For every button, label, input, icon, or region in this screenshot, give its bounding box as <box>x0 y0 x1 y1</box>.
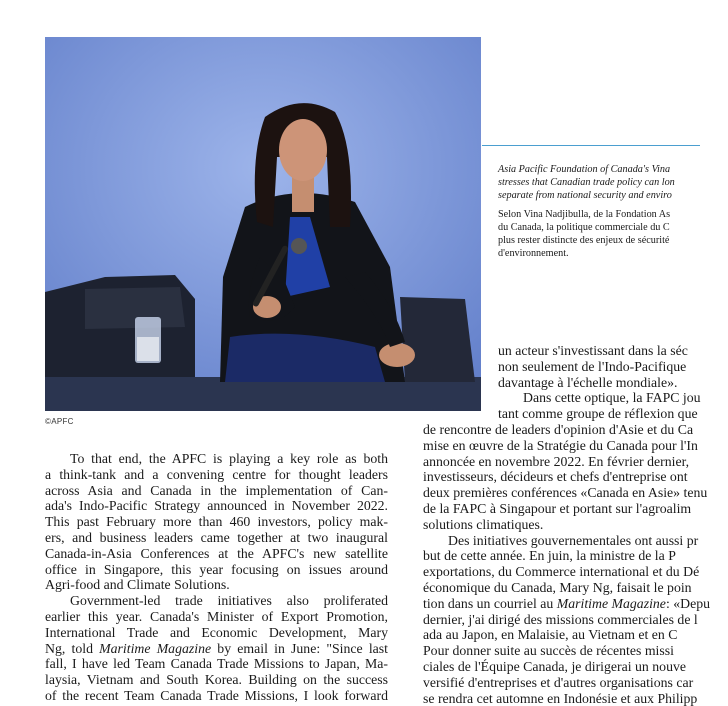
article-photo <box>45 37 481 411</box>
text-line: de rencontre de leaders d'opinion d'Asie et du Ca <box>423 421 694 437</box>
caption-line: d'environnement. <box>498 248 569 259</box>
text-line: économique du Canada, Mary Ng, faisait le poin <box>423 579 692 595</box>
text-line: This past February more than 460 investors, policy mak- <box>45 514 388 530</box>
caption-line: du Canada, la politique commerciale du C <box>498 222 670 233</box>
text-line: Canada-in-Asia Conferences at the APFC's new satellite <box>45 545 388 561</box>
caption-line: Asia Pacific Foundation of Canada's Vina <box>498 164 671 175</box>
article-english-column <box>45 451 388 704</box>
text-line: Government-led trade initiatives also proliferated <box>70 593 388 609</box>
text-line: non seulement de l'Indo-Pacifique <box>498 358 687 374</box>
text-segment: Ng, told <box>45 640 100 656</box>
caption-english <box>498 163 728 202</box>
text-line: ada's Indo-Pacific Strategy announced in November 2022. <box>45 498 388 514</box>
text-line: dernier, j'ai dirigé des missions commerciales de l <box>423 611 698 627</box>
text-line-mixed <box>423 596 723 612</box>
caption-line: plus rester distincte des enjeux de sécurité <box>498 235 670 246</box>
photo-caption <box>498 163 728 260</box>
photo-credit: ©APFC <box>45 417 74 426</box>
text-line-mixed <box>45 641 388 657</box>
text-line: un acteur s'investissant dans la séc <box>498 343 688 358</box>
text-line: deux premières conférences «Canada en Asie» tenu <box>423 485 708 501</box>
magazine-name: Maritime Magazine <box>556 595 666 611</box>
caption-line: stresses that Canadian trade policy can lon <box>498 177 675 188</box>
text-line: across Asia and Canada in the implementation of Can- <box>45 482 388 498</box>
speaker-photo-illustration <box>45 37 481 411</box>
text-line: davantage à l'échelle mondiale». <box>498 374 678 390</box>
text-line: de la FAPC à Singapour et portant sur l'agroalim <box>423 500 692 516</box>
caption-line: separate from national security and enviro <box>498 190 672 201</box>
text-line: earlier this year. Canada's Minister of Export Promotion, <box>45 608 388 624</box>
text-line: versifié d'entreprises et d'autres organisations car <box>423 674 694 690</box>
caption-french <box>498 208 728 260</box>
text-line: ada au Japon, en Malaisie, au Vietnam et en C <box>423 627 678 643</box>
text-line: solutions climatiques. <box>423 516 544 532</box>
text-line: laysia, Vietnam and South Korea. Building on the success <box>45 672 388 688</box>
text-line: International Trade and Economic Development, Mary <box>45 624 388 640</box>
article-french-column <box>423 343 723 706</box>
text-line: To that end, the APFC is playing a key role as both <box>70 451 388 466</box>
caption-line: Selon Vina Nadjibulla, de la Fondation As <box>498 209 671 220</box>
text-line: ers, and business leaders came together at two inaugural <box>45 529 388 545</box>
text-line: Agri-food and Climate Solutions. <box>45 577 230 593</box>
text-line: exportations, du Commerce international et du Dé <box>423 564 700 580</box>
text-line: Pour donner suite au succès de récentes missi <box>423 643 674 659</box>
text-line: but de cette année. En juin, la ministre de la P <box>423 548 676 564</box>
text-line: ciales de l'Équipe Canada, je dirigerai un nouve <box>423 658 686 674</box>
text-line: office in Singapore, this year focusing on issues around <box>45 561 388 577</box>
text-line: se rendra cet automne en Indonésie et aux Philipp <box>423 690 698 706</box>
text-line: annoncée en novembre 2022. En février dernier, <box>423 453 690 469</box>
text-segment: tion dans un courriel au <box>423 595 557 611</box>
text-line: Dans cette optique, la FAPC jou <box>523 390 701 406</box>
text-line: Des initiatives gouvernementales ont aussi pr <box>448 532 699 548</box>
text-line: a think-tank and a convening centre for thought leaders <box>45 466 388 482</box>
text-line: investisseurs, décideurs et chefs d'entreprise ont <box>423 469 688 485</box>
caption-rule <box>482 145 700 146</box>
text-line: of the recent Team Canada Trade Missions, I look forward <box>45 687 388 703</box>
magazine-name: Maritime Magazine <box>99 640 212 656</box>
text-segment: by email in June: "Since last <box>211 640 388 656</box>
text-segment: : «Depu <box>665 595 711 611</box>
text-line: fall, I have led Team Canada Trade Missions to Japan, Ma- <box>45 656 388 672</box>
text-line: mise en œuvre de la Stratégie du Canada pour l'In <box>423 437 698 453</box>
text-line: tant comme groupe de réflexion que <box>498 406 698 422</box>
